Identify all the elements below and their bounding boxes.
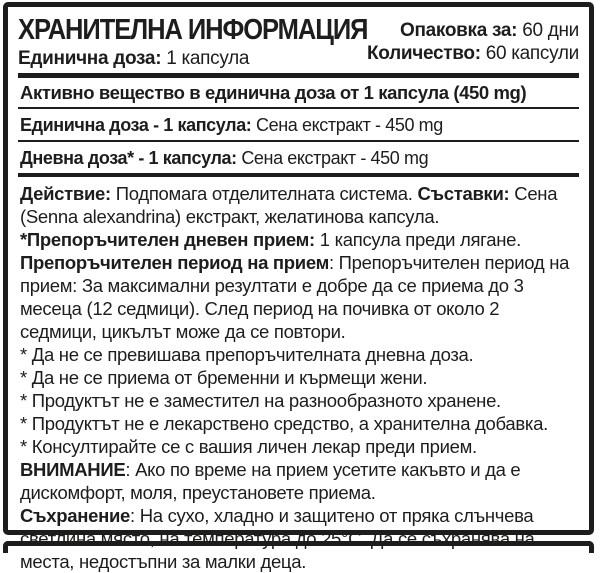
- single-dose-value: 1 капсула: [166, 48, 250, 69]
- bullet-line: * Да не се приема от бременни и кърмещи жени.: [20, 367, 428, 388]
- info-paragraph: Действие: Подпомага отделителната система. Съставки: Сена (Senna alexandrina) екстракт, желатинова капсула. *Препоръчителен дневен прием: 1 капсула преди лягане. Препоръчителен период на прием: Препоръчителен период на прием: За максимални резултати е добре да се приема до 3 месеца (12 седмици). След период на почивка от около 2 седмици, цикълът може да се повтори.: [20, 183, 570, 342]
- warning-paragraph: ВНИМАНИЕ: Ако по време на прием усетите какъвто и да е дискомфорт, моля, преустановете приема.: [20, 459, 521, 503]
- storage-paragraph: Съхранение: На сухо, хладно и защитено от пряка слънчева светлина място, на температура до 25°C. Да се съхранява на места, недостъпни за малки деца.: [20, 505, 535, 572]
- bullet-line: * Консултирайте се с вашия личен лекар преди прием.: [20, 436, 477, 457]
- quantity-label: Количество:: [366, 43, 481, 64]
- header-left-column: [18, 15, 367, 70]
- page-title: ХРАНИТЕЛНА ИНФОРМАЦИЯ: [18, 14, 368, 46]
- single-dose-row: [18, 109, 579, 140]
- bullet-line: * Продуктът не е лекарствено средство, а хранителна добавка.: [20, 413, 548, 434]
- single-dose-line: [18, 47, 367, 70]
- pack-duration-value: 60 дни: [522, 20, 579, 41]
- row-label: Единична доза - 1 капсула:: [20, 115, 252, 135]
- label-header: [18, 15, 579, 70]
- nutrition-facts-label: [3, 2, 594, 572]
- row-label: Дневна доза* - 1 капсула:: [20, 148, 237, 168]
- single-dose-label: Единична доза:: [18, 48, 162, 69]
- quantity-value: 60 капсули: [485, 43, 579, 64]
- row-value: Сена екстракт - 450 mg: [241, 148, 429, 168]
- pack-duration-line: [367, 19, 579, 42]
- row-value: Сена екстракт - 450 mg: [256, 115, 443, 135]
- pack-duration-label: Опаковка за:: [399, 20, 518, 41]
- active-substance-row: Активно вещество в единична доза от 1 капсула (450 mg): [20, 82, 527, 103]
- bullet-line: * Продуктът не е заместител на разнообразното хранене.: [20, 390, 501, 411]
- info-text-block: [18, 177, 579, 573]
- quantity-line: [367, 42, 579, 65]
- next-section-top-edge: [3, 541, 594, 553]
- bullet-line: * Да не се превишава препоръчителната дневна доза.: [20, 344, 474, 365]
- daily-dose-row: [18, 142, 579, 173]
- header-right-column: [367, 15, 579, 65]
